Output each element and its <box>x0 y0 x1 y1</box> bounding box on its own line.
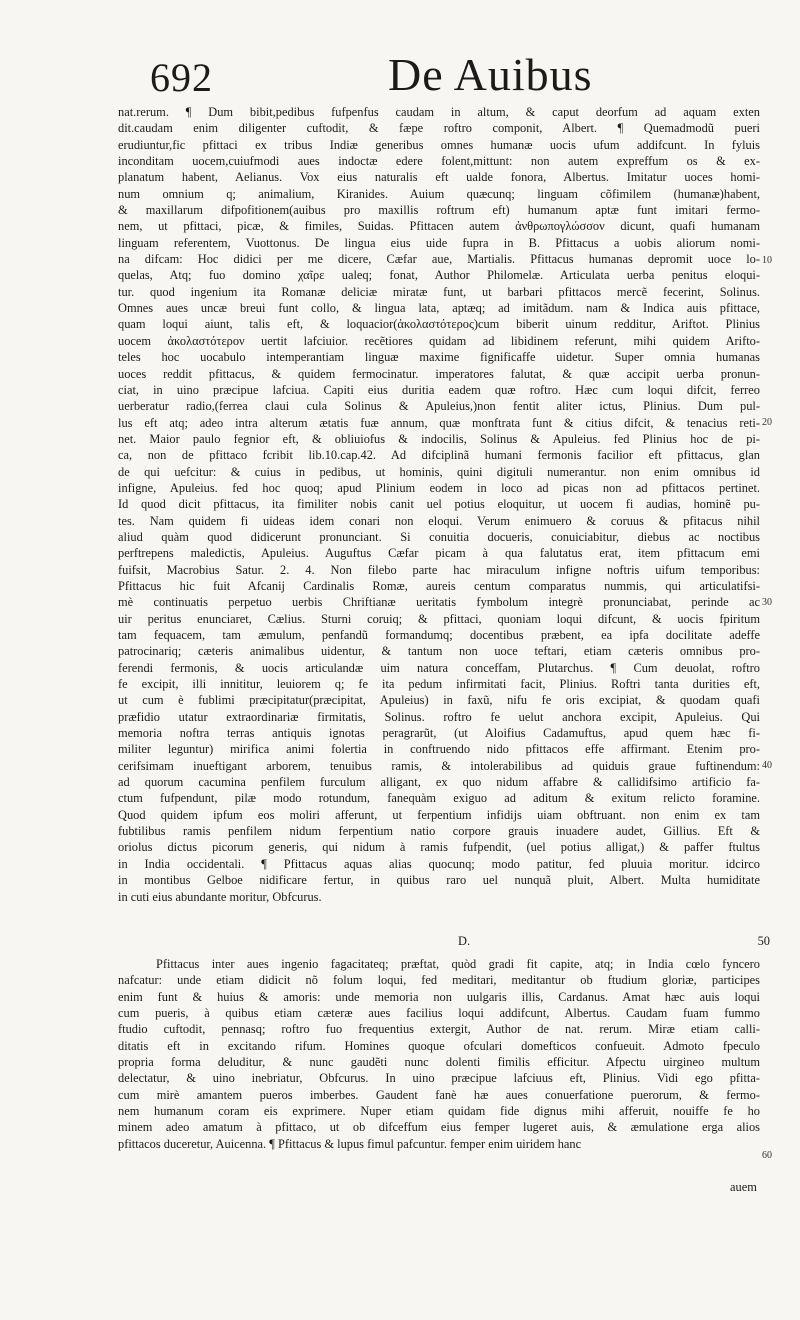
text-line: planatum habent, Aelianus. Vox eius naturalis eft ualde fonora, Albertus. Imitatur uoces homi- <box>118 170 760 185</box>
text-line: & maxillarum difpofitionem(auibus pro maxillis roftrum eft) humanum aptæ funt imitari fermo- <box>118 203 760 218</box>
text-line: ferendi fermonis, & uocis articulandæ uim natura conceffam, Plutarchus. ¶ Cum deuolat, roftro <box>118 660 760 675</box>
text-line: na difcam: Hoc didici per me dicere, Cæfar aue, Martialis. Pfittacus humanas depromit uoce lo- <box>118 252 760 267</box>
text-line: uocem ἀκολαστότερον uertit lafciuior. recẽtiores quidam ad libidinem referunt, mihi quidem Arifto- <box>118 333 760 348</box>
text-line: aliud quàm quod didicerunt pronunciant. Si conuitia docueris, conuiciabitur, diebus ac noctibus <box>118 529 760 544</box>
text-line: dit.caudam enim diligenter cuftodit, & fæpe roftro componit, Albert. ¶ Quemadmodũ pueri <box>118 121 760 136</box>
section-d-paragraph <box>118 956 760 1152</box>
text-line: fubtilibus ramis penfilem nidum ferpentium natio corpore grauis inuadere audet, Gillius. Eft & <box>118 824 760 839</box>
section-letter: D. <box>458 934 471 948</box>
section-signature-line <box>118 934 770 952</box>
text-line: nafcatur: unde etiam didicit nõ folum loqui, fed meditari, meditantur ob ftudium gloriæ, participes <box>118 973 760 988</box>
text-line: uir peritus enunciaret, Cælius. Sturni coruiq; & pfittaci, quoniam loqui difcunt, & uocis fpiritum <box>118 611 760 626</box>
text-line: uoces reddit pfittacus, & quidem fermocinatur. imperatores falutat, & quæ accipit uerba pronun- <box>118 366 760 381</box>
margin-line-number: 30 <box>762 597 772 608</box>
text-line: teles hoc uocabulo intemperantiam linguæ maxime fignificaffe uidetur. Super omnia humanas <box>118 350 760 365</box>
text-line: propria forma deluditur, & nunc gaudẽti nunc dolenti fimilis efficitur. Afpectu uirgineo multum <box>118 1055 760 1070</box>
text-line: erudiuntur,fic pfittaci ex tribus Indiæ generibus omnes humanæ uocis ufum addifcunt. In fyluis <box>118 137 760 152</box>
text-line: inconditam uocem,cuiufmodi aues indoctæ edere folent,mittunt: non autem expreffum os & ex- <box>118 154 760 169</box>
text-line: in India occidentali. ¶ Pfittacus aquas alias quocunq; modo patitur, fed pluuia moritur. idcirco <box>118 856 760 871</box>
text-line: mè continuatis perpetuo uerbis Chriftianæ ueritatis fymbolum integrè pronunciabat, perinde ac <box>118 595 760 610</box>
page-number: 692 <box>150 55 213 100</box>
text-line: militer leguntur) mirifica animi folertia in conftruendo nido pfittacos effe affirmant. Etenim pro- <box>118 742 760 757</box>
text-line: ditatis eft in excitando rifum. Homines quoque ofculari domefticos confueuit. Admoto fpeculo <box>118 1038 760 1053</box>
text-line: præfidio utatur extraordinariæ firmitatis, Solinus. roftro fe uelut anchora excipit, Apuleius. Qui <box>118 709 760 724</box>
text-line: tur. quod ingenium ita Romanæ deliciæ miratæ funt, ut barbari pfittacos mercẽ fecerint, Solinus. <box>118 284 760 299</box>
text-line: ad quorum cacumina penfilem furculum alligant, ex quo nidum affabre & callidifsimo artificio fa- <box>118 775 760 790</box>
text-line: ftudio cuftodit, pennasq; roftro fuo frequentius extergit, Author de nat. rerum. Miræ etiam calli- <box>118 1022 760 1037</box>
text-line: cum pueris, à quibus etiam cæteræ aues facilius loqui addifcunt, Albertus. Caudam fuam fummo <box>118 1006 760 1021</box>
text-line: pfittacos duceretur, Auicenna. ¶ Pfittacus & lupus fimul pafcuntur. femper enim uiridem hanc <box>118 1136 582 1151</box>
text-line: in cuti eius abundante moritur, Obfcurus. <box>118 889 322 904</box>
text-line: oriolus dictus picorum generis, qui nidum à ramis fufpendit, (uel potius alligat,) & paffer ftultus <box>118 840 760 855</box>
text-line: fuifsit, Macrobius Satur. 2. 4. Non filebo parte hac miraculum infigne noftris uifum temporibus: <box>118 562 760 577</box>
text-line: Quod quidem ipfum eos moliri afferunt, ut ferpentium infidijs uiam obftruant. non enim ex tam <box>118 807 760 822</box>
margin-line-number: 10 <box>762 255 772 266</box>
text-line: Id quod dicit pfittacus, ita fimiliter nobis canit uel potius eloquitur, ut uocem fi audias, hominẽ pu- <box>118 497 760 512</box>
text-line: Omnes aues uncæ breui funt collo, & lingua lata, aptæq; ad imitãdum. nam & Indica auis pfittace, <box>118 301 760 316</box>
text-line: tam fequacem, tam æmulum, penfandũ formandumq; docentibus præbent, ea ipfa docilitate adeffe <box>118 628 760 642</box>
text-line: cerifsimam inueftigant arborem, tenuibus ramis, & intolerabilibus ad quiduis graue fuftinendum: <box>118 758 760 773</box>
text-line: quam loqui aiunt, talis eft, & loquacior(ἀκολαστότερος)cum biberit uinum redditur, Ariftot. Plinius <box>118 317 760 332</box>
catchword: auem <box>730 1180 757 1194</box>
margin-line-number: 60 <box>762 1150 772 1161</box>
text-line: nat.rerum. ¶ Dum bibit,pedibus fufpenfus caudam in altum, & caput deorfum ad aquam exten <box>118 105 760 119</box>
text-line: de qui uefcitur: & cuius in pedibus, ut hominis, quini digituli numerantur. non enim omnibus id <box>118 464 760 479</box>
text-line: cum mirè amantem pueros imberbes. Gaudent fanè hæ aues conuerfatione puerorum, & fermo- <box>118 1087 760 1102</box>
margin-line-number: 40 <box>762 760 772 771</box>
marginal-number: 50 <box>757 934 770 948</box>
text-line: ciat, in uino præcipue lafciua. Capiti eius duritia eadem quæ roftro. Hæc cum loqui difcit, ferreo <box>118 382 760 397</box>
text-line: tes. Nam quidem fi uideas idem conari non eloqui. Verum enimuero & coruus & pfitacus nihil <box>118 513 760 528</box>
page-header <box>150 48 650 108</box>
text-line: Pfittacus inter aues ingenio fagacitateq; præftat, quòd gradi fit capite, atq; in India cœlo fyncero <box>156 957 760 971</box>
margin-line-number: 20 <box>762 417 772 428</box>
text-line: num omnium q; animalium, Kiranides. Auium quæcunq; linguam cõfimilem (humanæ)habent, <box>118 186 760 201</box>
text-line: in montibus Gelboe nidificare fertur, in quibus raro uel nunquã pluit, Albert. Multa humiditate <box>118 873 760 888</box>
text-line: ctum fufpendunt, pilæ modo rotundum, fanequàm exiguo ad aditum & exitum relicto foramine. <box>118 791 760 806</box>
text-line: net. Maior paulo fegnior eft, & obliuiofus & indocilis, Solinus & Apuleius. fed Plinius hoc de pi- <box>118 431 760 446</box>
text-line: lus eft atq; adeo intra alterum ætatis fuæ annum, quæ monftrata funt & citius difcit, & tenacius reti- <box>118 415 760 430</box>
running-title: De Auibus <box>388 49 593 100</box>
text-line: fe excipit, illi innititur, leuiorem q; fe ita pedum infirmitati facit, Plinius. Roftri tanta durities eft, <box>118 677 760 692</box>
text-line: nem humanum coram eis exprimere. Nuper etiam quidam fide dignus mihi afferuit, nouiffe fe ho <box>118 1104 760 1119</box>
text-line: nem, ut pfittaci, picæ, & fimiles, Suidas. Pfittacen autem ἀνθρωπογλώσσον dicunt, quafi humanam <box>118 219 760 234</box>
text-line: enim funt & huius & amoris: unde memoria non uulgaris illis, Cardanus. Amat hæc auis loqui <box>118 989 760 1004</box>
text-line: delectatur, & uino inebriatur, Obfcurus. In uino præcipue lafciuus eft, Plinius. Vidi ego pfitta- <box>118 1071 760 1086</box>
text-line: minem adeo amatum à pfittaco, ut ob difceffum eius femper lugeret auis, & æmulatione erga alios <box>118 1120 760 1135</box>
text-line: uerberatur radio,(ferrea claui cula Solinus & Apuleius,)non fentit aliter ictus, Plinius. Dum pul- <box>118 399 760 414</box>
text-line: ut cum è fublimi præcipitatur(præcipitat, Apuleius) in faxũ, nifu fe oris excipiat, & quodam quafi <box>118 693 760 708</box>
text-line: patrocinariq; cæteris animalibus uidentur, & tantum non uoce teftari, etiam cæteris omnibus pro- <box>118 644 760 659</box>
text-line: perftrepens maledictis, Apuleius. Auguftus Cæfar picam à qua falutatus erat, item pfittacum emi <box>118 546 760 561</box>
text-line: memoria noftra terras antiquis ignotas peragrarũt, (ut Aloifius Cadamuftus, apud quem hæc fi- <box>118 726 760 741</box>
text-line: ca, non de pfittaco fcribit lib.10.cap.42. Ad difciplinã humani fermonis facilior eft pfittacus, glan <box>118 448 760 463</box>
text-line: Pfittacus hic fuit Afcanij Cardinalis Romæ, aureis centum comparatus nummis, qui articulatifsi- <box>118 578 760 593</box>
text-line: linguam referentem, Vuottonus. De lingua eius uide fupra in B. Pfittacus a uobis aliorum nomi- <box>118 235 760 250</box>
main-text-block <box>118 104 760 905</box>
text-line: infigne, Apuleius. fed hoc quoq; apud Plinium eodem in loco ad picas non ad pfittacos pertinet. <box>118 480 760 495</box>
text-line: quelas, Atq; fuo domino χαῖρε ualeq; fonat, Author Philomelæ. Articulata uerba penitus eloqui- <box>118 268 760 283</box>
